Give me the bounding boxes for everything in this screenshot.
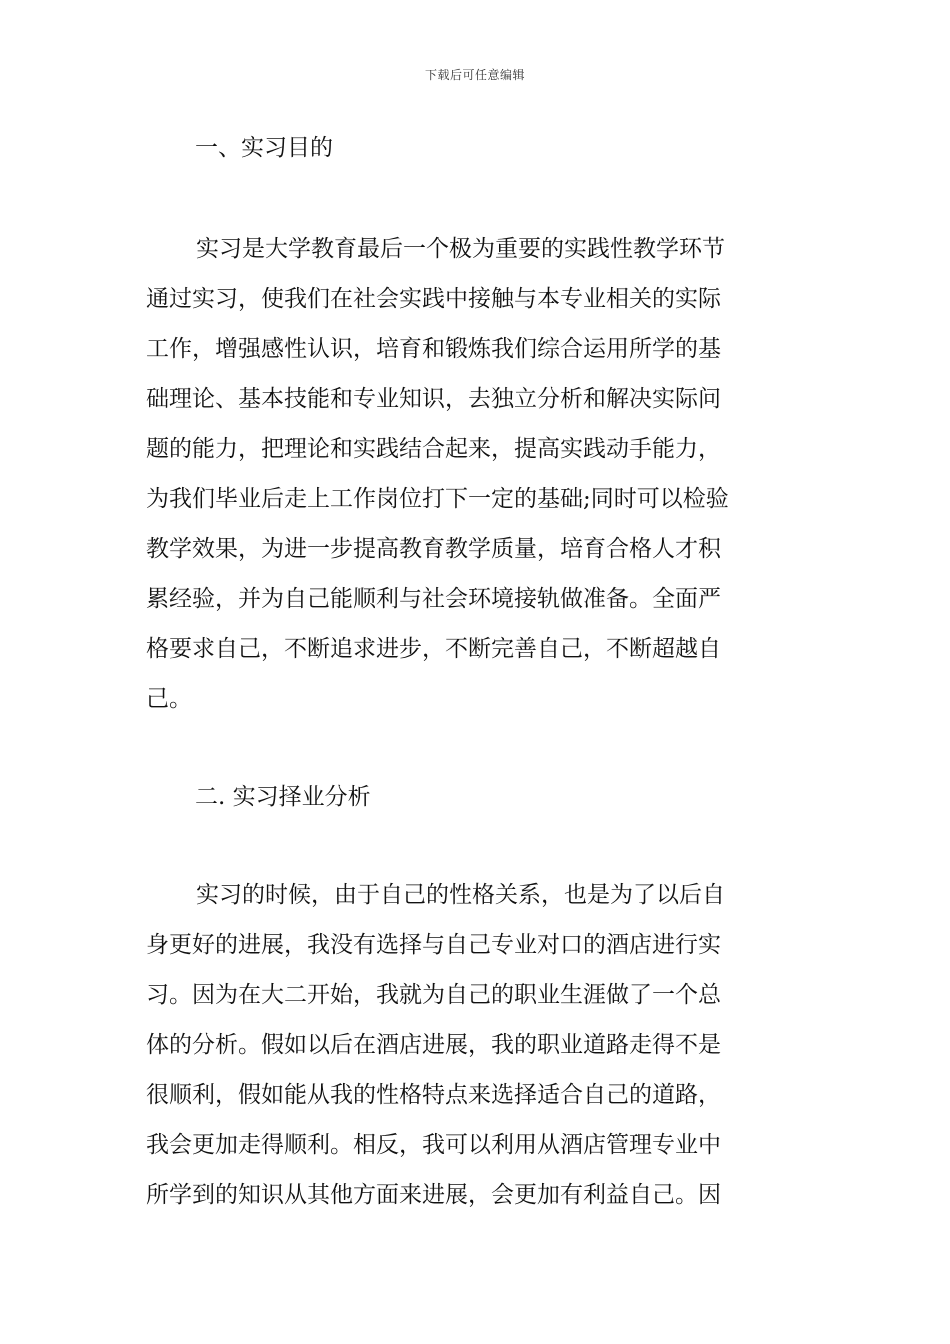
paragraph-line: 格要求自己，不断追求进步，不断完善自己，不断超越自 [146,636,721,662]
section-heading-career-analysis: 二. 实习择业分析 [195,784,371,810]
paragraph-line: 体的分析。假如以后在酒店进展，我的职业道路走得不是 [146,1032,721,1058]
paragraph-line: 础理论、基本技能和专业知识，去独立分析和解决实际问 [146,386,721,412]
paragraph-line: 通过实习，使我们在社会实践中接触与本专业相关的实际 [146,286,721,312]
paragraph-line: 我会更加走得顺利。相反，我可以利用从酒店管理专业中 [146,1132,721,1158]
paragraph-line: 所学到的知识从其他方面来进展，会更加有利益自己。因 [146,1182,721,1208]
section-heading-internship-purpose: 一、实习目的 [195,135,333,161]
paragraph-line: 工作，增强感性认识，培育和锻炼我们综合运用所学的基 [146,336,721,362]
paragraph-line: 习。因为在大二开始，我就为自己的职业生涯做了一个总 [146,982,721,1008]
paragraph-career-analysis [146,870,816,1220]
paragraph-line: 题的能力，把理论和实践结合起来，提高实践动手能力， [146,436,721,462]
page-header-note: 下载后可任意编辑 [424,68,525,82]
paragraph-line: 为我们毕业后走上工作岗位打下一定的基础;同时可以检验 [146,486,729,512]
paragraph-line: 实习是大学教育最后一个极为重要的实践性教学环节 [196,236,725,262]
paragraph-internship-purpose [146,224,816,724]
paragraph-line: 教学效果，为进一步提高教育教学质量，培育合格人才积 [146,536,721,562]
paragraph-line: 实习的时候，由于自己的性格关系，也是为了以后自 [196,882,725,908]
paragraph-line: 很顺利，假如能从我的性格特点来选择适合自己的道路， [146,1082,721,1108]
paragraph-line: 身更好的进展，我没有选择与自己专业对口的酒店进行实 [146,932,721,958]
paragraph-line: 己。 [146,686,192,712]
paragraph-line: 累经验，并为自己能顺利与社会环境接轨做准备。全面严 [146,586,721,612]
